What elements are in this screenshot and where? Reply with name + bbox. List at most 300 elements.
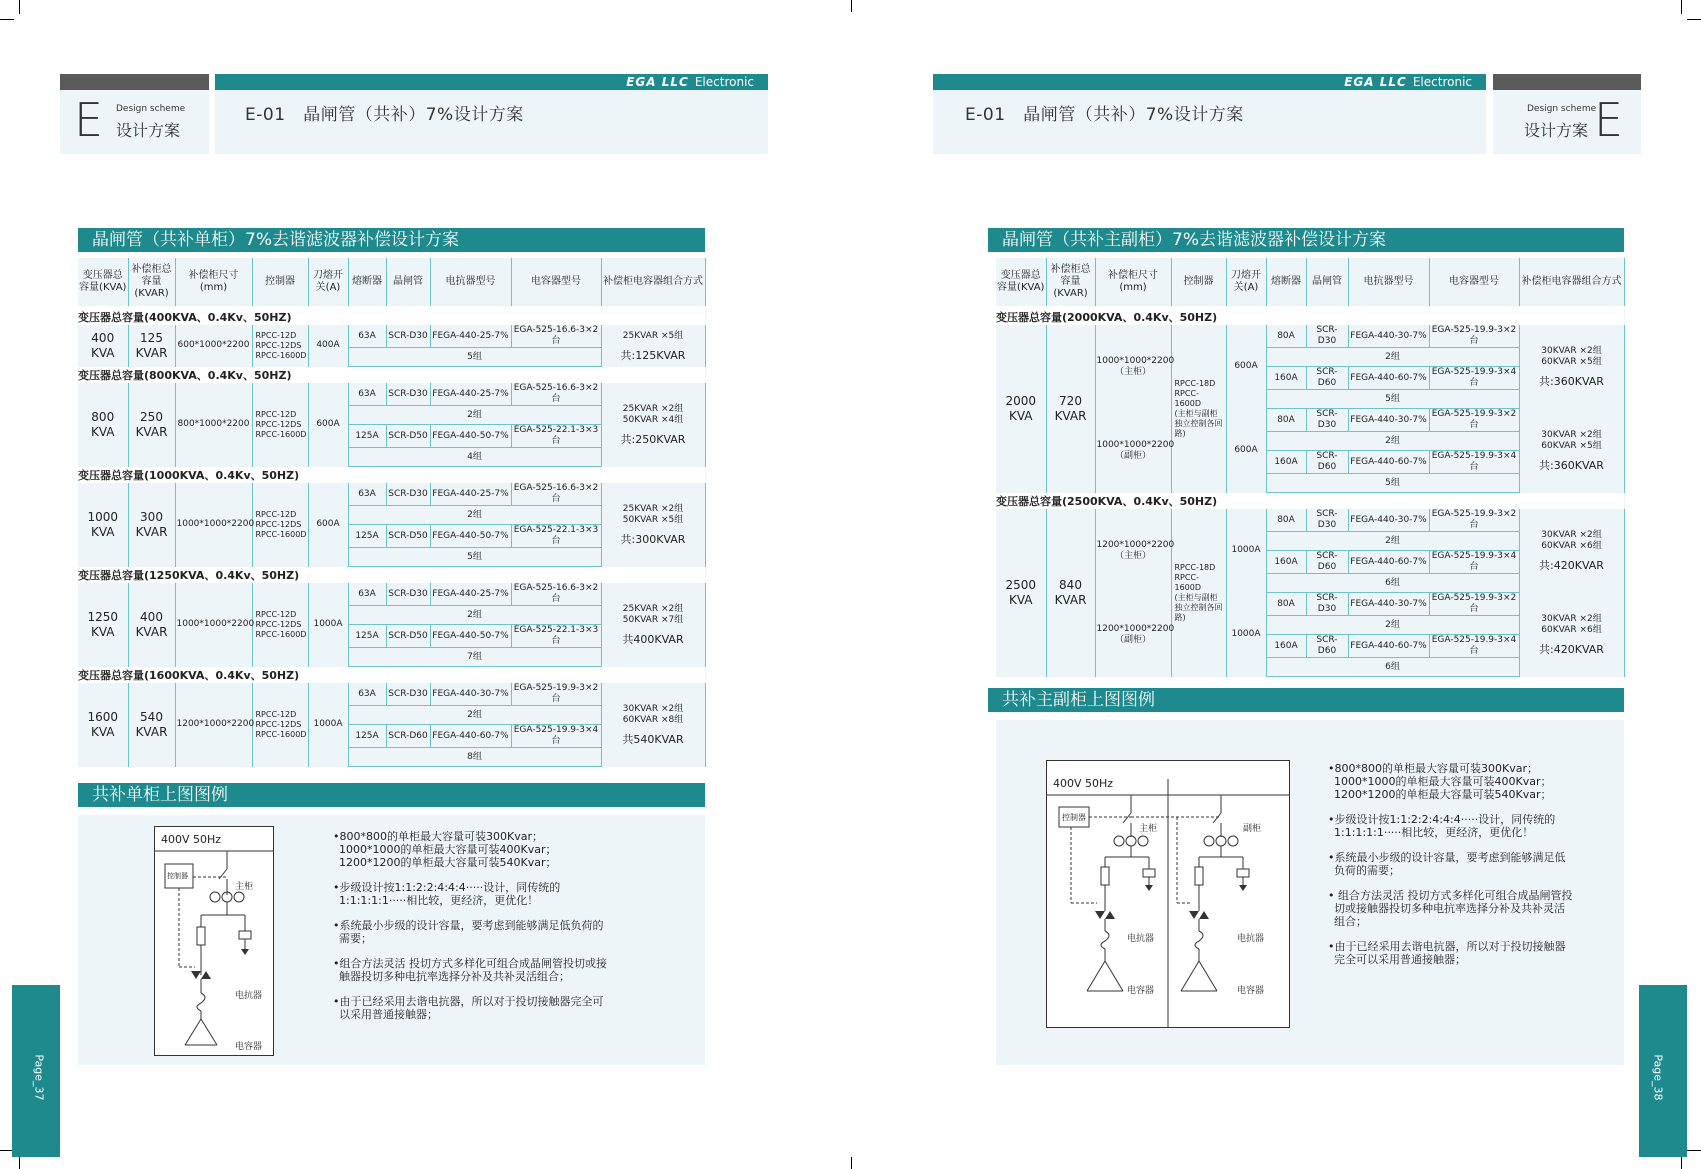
reactor-cell: FEGA-440-50-7%	[430, 525, 511, 548]
kvar-value: 400	[140, 609, 163, 624]
group-label: 变压器总容量(1000KVA、0.4Kv、50HZ)	[78, 467, 705, 484]
crop-mark	[851, 1157, 852, 1169]
kvar-unit: KVAR	[135, 345, 168, 360]
page-title-text: 晶闸管（共补）7%设计方案	[1023, 105, 1244, 125]
capacitor-cell: EGA-525-22.1-3×3台	[511, 625, 601, 648]
controller-model: RPCC-12D	[255, 709, 297, 719]
header-brand-bar	[215, 74, 768, 90]
group-label-row	[78, 308, 705, 326]
fuse-cell: 63A	[348, 325, 386, 348]
size-cell: 1000*1000*2200	[175, 583, 252, 667]
note-line: 1:1:1:1:1·····相比较，更经济，更优化！	[339, 894, 539, 907]
cabinet-role: （主柜）	[1114, 550, 1151, 561]
size-cell: 1000*1000*2200	[175, 483, 252, 567]
kva-value: 800	[91, 409, 115, 424]
scr-cell: SCR-D30	[1306, 509, 1348, 532]
group-label-row	[996, 308, 1624, 326]
note-paragraph	[333, 957, 673, 983]
group-label: 变压器总容量(1250KVA、0.4Kv、50HZ)	[78, 567, 705, 584]
column-header: 晶闸管	[386, 258, 430, 308]
column-header: 电抗器型号	[430, 258, 511, 308]
size-cell: 800*1000*2200	[175, 383, 252, 467]
capacitor-cell: EGA-525-19.9-3×4台	[1429, 451, 1519, 474]
combo-total: 共:250KVAR	[620, 433, 686, 447]
kva-unit: KVA	[90, 424, 115, 439]
reactor-cell: FEGA-440-25-7%	[430, 583, 511, 606]
controller-model: (主柜与副柜独立控制各回路)	[1174, 408, 1223, 438]
combo-line: 60KVAR ×6组	[1541, 625, 1602, 635]
combo-total: 共:125KVAR	[620, 348, 686, 362]
kva-unit: KVA	[90, 345, 115, 360]
scr-cell: SCR-D30	[1306, 325, 1348, 348]
diagram-voltage: 400V 50Hz	[1053, 777, 1114, 790]
kvar-unit: KVAR	[1054, 408, 1087, 423]
kvar-cell	[1046, 509, 1095, 677]
combo-total: 共:360KVAR	[1539, 375, 1604, 389]
controller-model: RPCC-12DS	[255, 419, 302, 429]
switch-cell: 600A	[1226, 325, 1266, 409]
combo-cell	[601, 483, 705, 567]
note-paragraph	[333, 919, 673, 945]
page-tab-right	[1639, 985, 1687, 1157]
reactor-cell: FEGA-440-60-7%	[1348, 451, 1429, 474]
capacitor-cell: EGA-525-19.9-3×4台	[1429, 551, 1519, 574]
combo-line: 30KVAR ×2组	[1541, 614, 1602, 624]
combo-cell	[601, 683, 705, 767]
group-label-row	[996, 493, 1624, 510]
reactor-cell: FEGA-440-25-7%	[430, 483, 511, 506]
group-label-row	[78, 667, 705, 684]
kvar-unit: KVAR	[135, 624, 168, 639]
kvar-cell	[128, 325, 175, 367]
diagram-controller-label: 控制器	[167, 872, 188, 880]
note-line: •系统最小步级的设计容量，要考虑到能够满足低负荷的	[333, 919, 604, 932]
section-letter: E	[1594, 93, 1624, 147]
table-header-row	[78, 258, 705, 308]
column-header: 刀熔开关(A)	[308, 258, 348, 308]
size-cell	[1095, 409, 1175, 493]
table-row	[78, 325, 705, 348]
combo-line: 25KVAR ×2组	[622, 404, 684, 415]
fuse-cell: 80A	[1266, 509, 1306, 532]
switch-cell: 1000A	[1226, 593, 1266, 677]
brand-logo: EGA LLC	[1344, 75, 1407, 89]
kva-unit: KVA	[1008, 592, 1033, 607]
capacitor-cell: EGA-525-19.9-3×2台	[511, 683, 601, 706]
controller-model: RPCC-12DS	[255, 719, 302, 729]
kva-unit: KVA	[90, 724, 115, 739]
note-line: •系统最小步级的设计容量，要考虑到能够满足低	[1328, 851, 1566, 864]
page-title	[245, 100, 524, 125]
scr-cell: SCR-D50	[386, 625, 430, 648]
capacitor-cell: EGA-525-22.1-3×3台	[511, 525, 601, 548]
note-line: 1200*1200的单柜最大容量可装540Kvar；	[339, 856, 557, 869]
column-header: 变压器总容量(KVA)	[996, 258, 1046, 308]
kvar-cell	[128, 383, 175, 467]
reactor-cell: FEGA-440-25-7%	[430, 383, 511, 406]
cabinet-role: （主柜）	[1114, 366, 1151, 377]
note-line: 完全可以采用普通接触器；	[1334, 953, 1466, 966]
cabinet-role: （副柜）	[1114, 450, 1151, 461]
controller-cell	[1171, 325, 1226, 493]
combo-cell	[1519, 593, 1624, 677]
fuse-cell: 63A	[348, 383, 386, 406]
controller-model: (主柜与副柜独立控制各回路)	[1174, 592, 1223, 622]
crop-mark	[1687, 1150, 1701, 1151]
note-line: 1000*1000的单柜最大容量可装400Kvar；	[1334, 775, 1552, 788]
size-value: 1000*1000*2200	[1096, 439, 1175, 450]
kvar-value: 720	[1059, 393, 1082, 408]
group-count-cell: 2组	[348, 406, 601, 425]
controller-model: RPCC-1600D	[255, 529, 307, 539]
reactor-cell: FEGA-440-50-7%	[430, 425, 511, 448]
kva-cell	[996, 325, 1046, 493]
controller-model: RPCC-18D	[1174, 562, 1216, 572]
fuse-cell: 63A	[348, 583, 386, 606]
scr-cell: SCR-D60	[386, 725, 430, 748]
fuse-cell: 63A	[348, 683, 386, 706]
size-value: 1200*1000*2200	[1096, 539, 1175, 550]
fuse-cell: 125A	[348, 625, 386, 648]
note-line: •800*800的单柜最大容量可装300Kvar；	[1328, 762, 1538, 775]
size-cell: 600*1000*2200	[175, 325, 252, 367]
fuse-cell: 80A	[1266, 409, 1306, 432]
controller-model: RPCC-12D	[255, 330, 297, 340]
kvar-cell	[1046, 325, 1095, 493]
page-number: Page_37	[32, 1054, 46, 1101]
page-code: E-01	[965, 105, 1006, 125]
scr-cell: SCR-D60	[1306, 635, 1348, 658]
controller-model: RPCC-12DS	[255, 340, 302, 350]
kva-cell	[78, 483, 128, 567]
kvar-unit: KVAR	[135, 424, 168, 439]
diagram-sub-label: 副柜	[1243, 824, 1262, 834]
kvar-unit: KVAR	[135, 524, 168, 539]
kvar-value: 300	[140, 509, 163, 524]
controller-model: RPCC-1600D	[255, 729, 307, 739]
note-paragraph	[333, 830, 673, 869]
switch-cell: 600A	[308, 383, 348, 467]
kva-unit: KVA	[1008, 408, 1033, 423]
table-header-row	[996, 258, 1624, 308]
kva-cell	[78, 325, 128, 367]
column-header: 熔断器	[348, 258, 386, 308]
combo-line: 60KVAR ×5组	[1541, 357, 1602, 368]
note-line: 1200*1200的单柜最大容量可装540Kvar；	[1334, 788, 1552, 801]
fuse-cell: 160A	[1266, 451, 1306, 474]
kva-value: 1600	[87, 709, 119, 724]
crop-mark	[851, 0, 852, 12]
combo-cell	[1519, 409, 1624, 493]
note-line: • 组合方法灵活 投切方式多样化可组合成晶闸管投	[1328, 889, 1573, 902]
controller-cell	[1171, 509, 1226, 677]
combo-line: 60KVAR ×5组	[1541, 441, 1602, 451]
reactor-cell: FEGA-440-30-7%	[430, 683, 511, 706]
scr-cell: SCR-D30	[386, 483, 430, 506]
kva-cell	[996, 509, 1046, 677]
reactor-cell: FEGA-440-60-7%	[1348, 551, 1429, 574]
group-count-cell: 2组	[348, 706, 601, 725]
header-grey-bar	[1493, 74, 1641, 90]
column-header: 电容器型号	[511, 258, 601, 308]
header-brand-bar	[933, 74, 1486, 90]
diagram-main-label: 主柜	[1139, 824, 1158, 834]
kva-value: 1000	[87, 509, 119, 524]
column-header: 补偿柜尺寸(mm)	[175, 258, 252, 308]
scr-cell: SCR-D50	[386, 525, 430, 548]
kvar-value: 540	[140, 709, 163, 724]
capacitor-cell: EGA-525-16.6-3×2台	[511, 583, 601, 606]
group-count-cell: 2组	[348, 606, 601, 625]
scr-cell: SCR-D50	[386, 425, 430, 448]
reactor-cell: FEGA-440-30-7%	[1348, 509, 1429, 532]
combo-line: 25KVAR ×2组	[622, 604, 684, 615]
diagram-reactor-label: 电抗器	[1127, 934, 1155, 944]
section-title-bar: 晶闸管（共补单柜）7%去谐滤波器补偿设计方案	[78, 228, 705, 252]
crop-mark	[1687, 19, 1701, 20]
table-row	[996, 509, 1624, 532]
group-count-cell: 2组	[1266, 432, 1519, 451]
section-title-bar: 晶闸管（共补主副柜）7%去谐滤波器补偿设计方案	[988, 228, 1624, 252]
note-paragraph	[333, 881, 673, 907]
crop-mark	[1681, 1155, 1682, 1169]
diagram-capacitor-label: 电容器	[1127, 986, 1155, 996]
crop-mark	[19, 0, 20, 14]
table-row	[78, 683, 705, 706]
single-line-diagram	[154, 826, 274, 1056]
group-label-row	[78, 467, 705, 484]
combo-line: 60KVAR ×6组	[1541, 541, 1602, 552]
controller-model: RPCC-1600D	[255, 629, 307, 639]
group-count-cell: 2组	[348, 506, 601, 525]
table-row	[78, 483, 705, 506]
diagram-reactor-label: 电抗器	[235, 991, 263, 1001]
kva-value: 2500	[1005, 577, 1037, 592]
brand-logo: EGA LLC	[626, 75, 689, 89]
reactor-cell: FEGA-440-60-7%	[1348, 635, 1429, 658]
controller-model: RPCC-12D	[255, 609, 297, 619]
capacitor-cell: EGA-525-16.6-3×2台	[511, 483, 601, 506]
group-count-cell: 6组	[1266, 658, 1519, 677]
capacitor-cell: EGA-525-19.9-3×2台	[1429, 325, 1519, 348]
kvar-value: 125	[140, 330, 163, 345]
controller-cell	[252, 583, 308, 667]
scr-cell: SCR-D60	[1306, 451, 1348, 474]
group-count-cell: 6组	[1266, 574, 1519, 593]
page-title	[965, 100, 1244, 125]
group-count-cell: 7组	[348, 648, 601, 667]
note-line: •组合方法灵活 投切方式多样化可组合成晶闸管投切或接	[333, 957, 607, 970]
switch-cell: 600A	[1226, 409, 1266, 493]
kva-cell	[78, 383, 128, 467]
note-line: •800*800的单柜最大容量可装300Kvar；	[333, 830, 543, 843]
column-header: 晶闸管	[1306, 258, 1348, 308]
diagram-capacitor-label: 电容器	[235, 1042, 263, 1052]
scr-cell: SCR-D30	[386, 583, 430, 606]
note-paragraph	[333, 995, 673, 1021]
switch-cell: 1000A	[308, 683, 348, 767]
combo-line: 50KVAR ×4组	[622, 415, 684, 426]
crop-mark	[1681, 0, 1682, 14]
note-line: •由于已经采用去谐电抗器，所以对于投切接触器	[1328, 940, 1566, 953]
note-line: 1:1:1:1:1·····相比较，更经济，更优化！	[1334, 826, 1534, 839]
capacitor-cell: EGA-525-19.9-3×2台	[1429, 409, 1519, 432]
kva-value: 2000	[1005, 393, 1037, 408]
brand-suffix: Electronic	[694, 75, 754, 89]
fuse-cell: 80A	[1266, 593, 1306, 616]
controller-model: RPCC-1600D	[255, 350, 307, 360]
column-header: 电容器型号	[1429, 258, 1519, 308]
size-value: 1000*1000*2200	[1096, 355, 1175, 366]
main-sub-diagram	[1046, 760, 1290, 1028]
note-line: •步级设计按1:1:2:2:4:4:4·····设计，同传统的	[333, 881, 561, 894]
spec-table-left	[78, 258, 706, 767]
fuse-cell: 160A	[1266, 367, 1306, 390]
kvar-value: 840	[1059, 577, 1082, 592]
column-header: 控制器	[1171, 258, 1226, 308]
legend-title-bar: 共补单柜上图图例	[78, 783, 705, 807]
kvar-cell	[128, 683, 175, 767]
combo-cell	[601, 383, 705, 467]
scr-cell: SCR-D30	[1306, 593, 1348, 616]
controller-model: RPCC-12DS	[255, 519, 302, 529]
group-label: 变压器总容量(1600KVA、0.4Kv、50HZ)	[78, 667, 705, 684]
table-row	[996, 325, 1624, 348]
switch-cell: 600A	[308, 483, 348, 567]
diagram-svg	[155, 827, 273, 1055]
controller-cell	[252, 683, 308, 767]
reactor-cell: FEGA-440-30-7%	[1348, 593, 1429, 616]
size-cell	[1095, 325, 1175, 409]
fuse-cell: 125A	[348, 425, 386, 448]
scr-cell: SCR-D30	[386, 683, 430, 706]
column-header: 补偿柜总容量(KVAR)	[1046, 258, 1095, 308]
reactor-cell: FEGA-440-30-7%	[1348, 325, 1429, 348]
combo-total: 共400KVAR	[622, 633, 684, 647]
diagram-main-label: 主柜	[235, 882, 254, 892]
switch-cell: 400A	[308, 325, 348, 367]
combo-line: 50KVAR ×5组	[622, 515, 684, 526]
note-paragraph	[1328, 813, 1618, 839]
column-header: 补偿柜总容量(KVAR)	[128, 258, 175, 308]
note-line: 以采用普通接触器；	[339, 1008, 438, 1021]
controller-cell	[252, 483, 308, 567]
design-scheme-cn: 设计方案	[1524, 121, 1589, 140]
combo-total: 共540KVAR	[622, 733, 684, 747]
scr-cell: SCR-D30	[1306, 409, 1348, 432]
size-cell: 1200*1000*2200	[175, 683, 252, 767]
group-count-cell: 5组	[348, 548, 601, 567]
note-line: •由于已经采用去谐电抗器，所以对于投切接触器完全可	[333, 995, 604, 1008]
kva-cell	[78, 583, 128, 667]
reactor-cell: FEGA-440-25-7%	[430, 325, 511, 348]
controller-cell	[252, 325, 308, 367]
header-grey-bar	[60, 74, 209, 90]
size-value: 1200*1000*2200	[1096, 623, 1175, 634]
controller-model: RPCC-12DS	[255, 619, 302, 629]
group-count-cell: 2组	[1266, 532, 1519, 551]
combo-line: 30KVAR ×2组	[622, 704, 684, 715]
crop-mark	[19, 1155, 20, 1169]
capacitor-cell: EGA-525-19.9-3×2台	[1429, 509, 1519, 532]
scr-cell: SCR-D30	[386, 325, 430, 348]
scr-cell: SCR-D60	[1306, 367, 1348, 390]
kva-value: 400	[91, 330, 115, 345]
controller-cell	[252, 383, 308, 467]
controller-model: RPCC-12D	[255, 509, 297, 519]
group-label-row	[78, 367, 705, 384]
design-scheme-cn: 设计方案	[116, 121, 181, 140]
scr-cell: SCR-D30	[386, 383, 430, 406]
fuse-cell: 160A	[1266, 635, 1306, 658]
capacitor-cell: EGA-525-19.9-3×4台	[1429, 635, 1519, 658]
combo-cell	[1519, 325, 1624, 409]
cabinet-role: （副柜）	[1114, 634, 1151, 645]
capacitor-cell: EGA-525-16.6-3×2台	[511, 325, 601, 348]
note-paragraph	[1328, 851, 1618, 877]
controller-model: RPCC-1600D	[1174, 572, 1202, 592]
group-label: 变压器总容量(400KVA、0.4Kv、50HZ)	[78, 308, 705, 326]
note-paragraph	[1328, 940, 1618, 966]
note-paragraph	[1328, 889, 1618, 928]
group-label: 变压器总容量(800KVA、0.4Kv、50HZ)	[78, 367, 705, 384]
legend-notes	[333, 830, 673, 1033]
page-number: Page_38	[1651, 1054, 1665, 1101]
table-row	[78, 583, 705, 606]
fuse-cell: 63A	[348, 483, 386, 506]
combo-line: 25KVAR ×2组	[622, 504, 684, 515]
fuse-cell: 125A	[348, 525, 386, 548]
kvar-cell	[128, 583, 175, 667]
kva-unit: KVA	[90, 624, 115, 639]
legend-notes	[1328, 762, 1618, 978]
combo-line: 30KVAR ×2组	[1541, 346, 1602, 357]
diagram-voltage: 400V 50Hz	[161, 833, 222, 846]
scr-cell: SCR-D60	[1306, 551, 1348, 574]
group-label: 变压器总容量(2000KVA、0.4Kv、50HZ)	[996, 308, 1624, 326]
section-letter: E	[74, 93, 104, 147]
design-scheme-en: Design scheme	[116, 104, 186, 114]
column-header: 熔断器	[1266, 258, 1306, 308]
kvar-value: 250	[140, 409, 163, 424]
group-count-cell: 5组	[1266, 474, 1519, 493]
column-header: 补偿柜电容器组合方式	[601, 258, 705, 308]
reactor-cell: FEGA-440-50-7%	[430, 625, 511, 648]
brand-suffix: Electronic	[1412, 75, 1472, 89]
design-scheme-en: Design scheme	[1527, 104, 1597, 114]
controller-model: RPCC-1600D	[255, 429, 307, 439]
combo-cell	[601, 583, 705, 667]
diagram-reactor-label-sub: 电抗器	[1237, 934, 1265, 944]
group-label: 变压器总容量(2500KVA、0.4Kv、50HZ)	[996, 493, 1624, 510]
kva-unit: KVA	[90, 524, 115, 539]
group-label-row	[78, 567, 705, 584]
combo-total: 共:300KVAR	[620, 533, 686, 547]
size-cell	[1095, 509, 1175, 593]
controller-model: RPCC-12D	[255, 409, 297, 419]
group-count-cell: 2组	[1266, 616, 1519, 635]
group-count-cell: 5组	[1266, 390, 1519, 409]
crop-mark	[0, 19, 14, 20]
column-header: 变压器总容量(KVA)	[78, 258, 128, 308]
combo-line: 25KVAR ×5组	[622, 330, 684, 341]
column-header: 补偿柜尺寸(mm)	[1095, 258, 1171, 308]
capacitor-cell: EGA-525-19.9-3×4台	[511, 725, 601, 748]
note-line: •步级设计按1:1:2:2:4:4:4·····设计，同传统的	[1328, 813, 1556, 826]
capacitor-cell: EGA-525-19.9-3×4台	[1429, 367, 1519, 390]
capacitor-cell: EGA-525-19.9-3×2台	[1429, 593, 1519, 616]
reactor-cell: FEGA-440-60-7%	[1348, 367, 1429, 390]
